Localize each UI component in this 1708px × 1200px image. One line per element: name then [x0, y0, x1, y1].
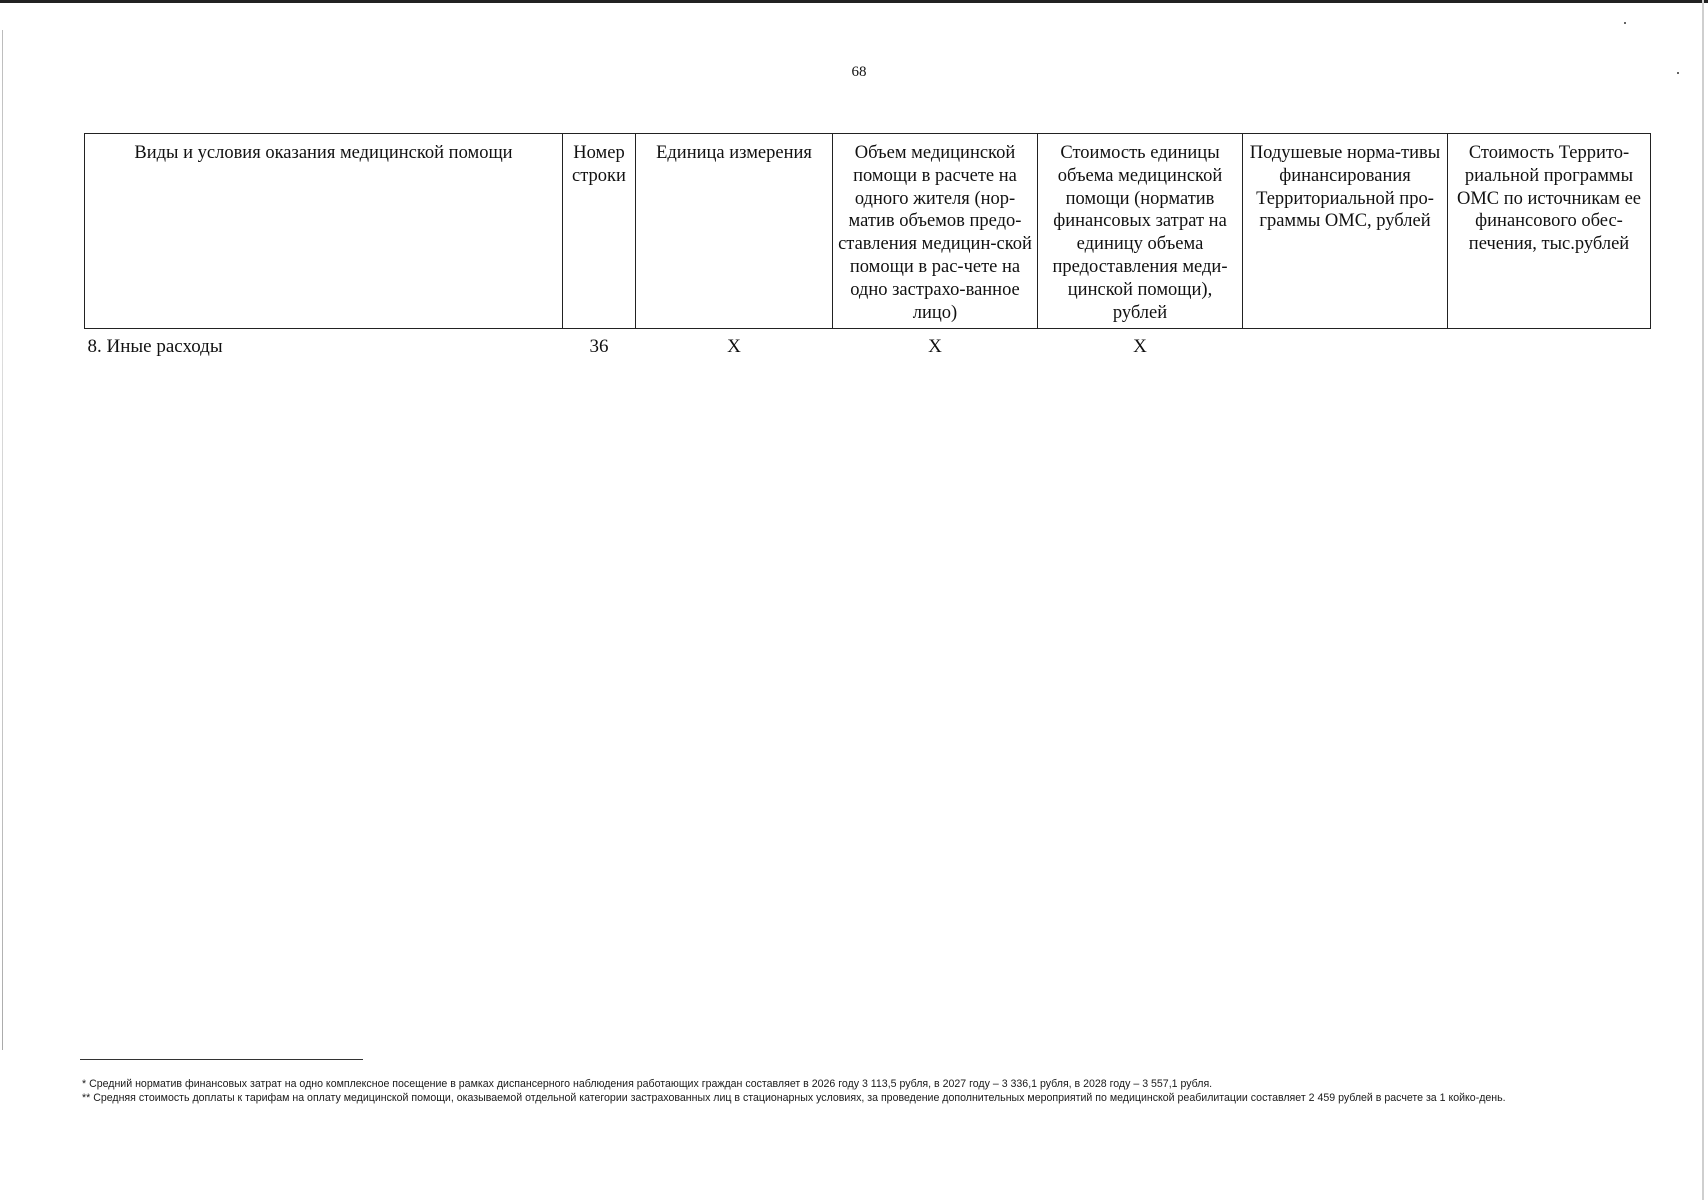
header-program-cost: Стоимость Террито-риальной программы ОМС по источникам ее финансового обес-печения, тыс.рублей [1448, 134, 1651, 329]
row-unit-cost-cell: Х [1133, 336, 1147, 358]
scan-speck [1624, 22, 1626, 24]
header-per-capita-norms: Подушевые норма-тивы финансирования Территориальной про-граммы ОМС, рублей [1243, 134, 1448, 329]
table-header-row [85, 134, 1651, 329]
header-volume-per-resident: Объем медицинской помощи в расчете на одного жителя (нор-матив объемов предо-ставления медицин-ской помощи в рас-чете на одно застрахо-ванное лицо) [833, 134, 1038, 329]
scan-top-border [0, 0, 1708, 3]
row-care-type: 8. Иные расходы [87, 336, 223, 358]
table-row [85, 329, 1651, 359]
row-per-capita-cell [1243, 329, 1448, 359]
footnote-2: ** Средняя стоимость доплаты к тарифам на оплату медицинской помощи, оказываемой отдельной категории застрахованных лиц в стационарных условиях, за проведение дополнительных мероприятий по медицинской реабилитации составляет 2 459 рублей в расчете за 1 койко-день. [82, 1092, 1506, 1104]
row-volume-cell: Х [928, 336, 942, 358]
footnotes [82, 1077, 1622, 1105]
row-number-cell: 36 [589, 336, 609, 358]
page-number: 68 [851, 64, 867, 80]
header-care-type: Виды и условия оказания медицинской помощи [85, 134, 563, 329]
row-unit-cell: Х [727, 336, 741, 358]
table-header [85, 134, 1651, 329]
row-program-cost-cell [1448, 329, 1651, 359]
scan-left-edge [2, 30, 3, 1050]
medical-care-cost-table [84, 133, 1651, 358]
header-row-number: Номер строки [563, 134, 636, 329]
footnote-separator [80, 1059, 363, 1060]
footnote-1: * Средний норматив финансовых затрат на одно комплексное посещение в рамках диспансерного наблюдения работающих граждан составляет в 2026 году 3 113,5 рубля, в 2027 году – 3 336,1 рубля, в 2028 году – 3 557,1 рубля. [82, 1078, 1213, 1090]
table-body [85, 329, 1651, 359]
header-unit: Единица измерения [636, 134, 833, 329]
scan-right-edge [1702, 0, 1704, 1200]
header-unit-cost: Стоимость единицы объема медицинской помощи (норматив финансовых затрат на единицу объема предоставления меди-цинской помощи), рублей [1038, 134, 1243, 329]
